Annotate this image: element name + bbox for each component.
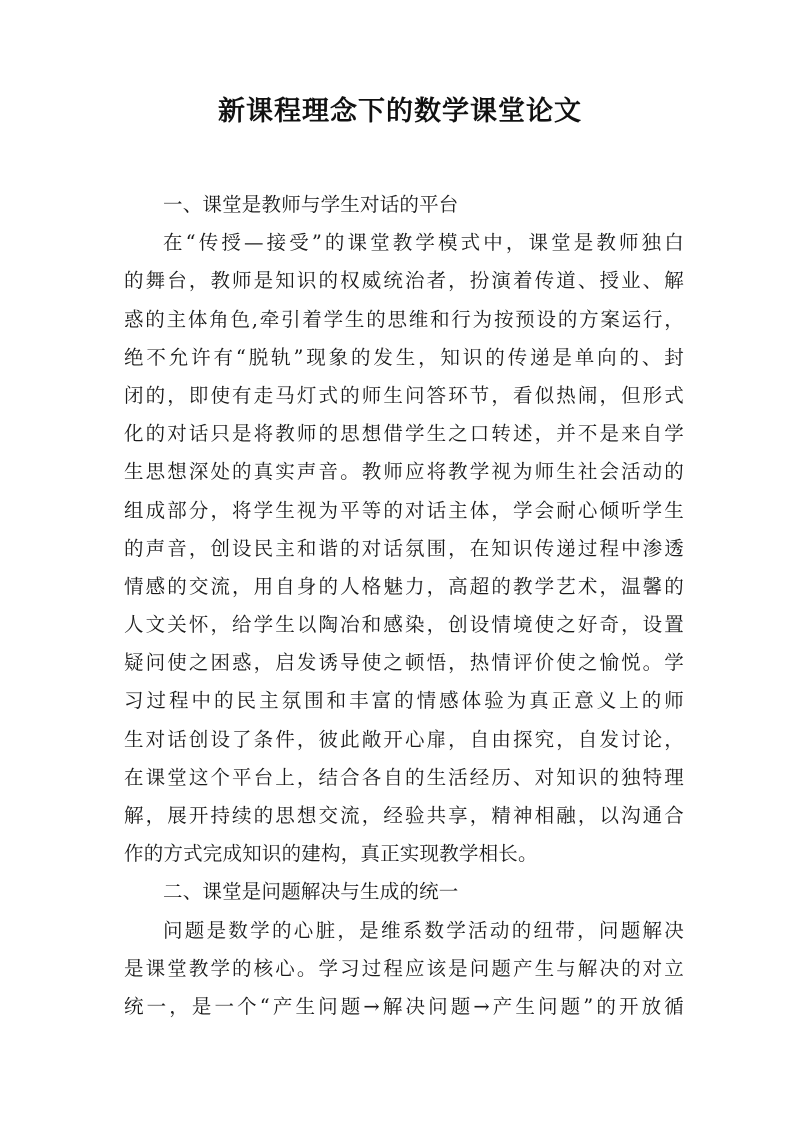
paragraph-line: 化的对话只是将教师的思想借学生之口转述，并不是来自学: [124, 422, 684, 446]
paragraph-line: 生对话创设了条件，彼此敞开心扉，自由探究，自发讨论，: [124, 727, 684, 751]
paragraph-line: 情感的交流，用自身的人格魅力，高超的教学艺术，温馨的: [124, 574, 684, 598]
section-heading: 二、课堂是问题解决与生成的统一: [163, 880, 459, 904]
paragraph-line: 人文关怀，给学生以陶冶和感染，创设情境使之好奇，设置: [124, 613, 684, 637]
paragraph-line: 绝不允许有“脱轨”现象的发生，知识的传递是单向的、封: [124, 345, 684, 369]
section-heading: 一、课堂是教师与学生对话的平台: [163, 193, 459, 216]
paragraph-line: 是课堂教学的核心。学习过程应该是问题产生与解决的对立: [124, 956, 684, 980]
paragraph-line: 在“传授—接受”的课堂教学模式中，课堂是教师独白: [163, 231, 684, 255]
paragraph-line: 的舞台，教师是知识的权威统治者，扮演着传道、授业、解: [124, 269, 684, 293]
paragraph-line: 问题是数学的心脏，是维系数学活动的纽带，问题解决: [163, 918, 684, 942]
paragraph-line: 习过程中的民主氛围和丰富的情感体验为真正意义上的师: [124, 689, 684, 713]
paragraph-line: 闭的，即使有走马灯式的师生问答环节，看似热闹，但形式: [124, 383, 684, 407]
paragraph-line: 在课堂这个平台上，结合各自的生活经历、对知识的独特理: [124, 765, 684, 789]
paragraph-line: 惑的主体角色,牵引着学生的思维和行为按预设的方案运行，: [124, 307, 684, 331]
paragraph-line: 统一，是一个“产生问题→解决问题→产生问题”的开放循: [124, 994, 684, 1018]
paragraph-line: 疑问使之困惑，启发诱导使之顿悟，热情评价使之愉悦。学: [124, 651, 684, 675]
paragraph-line: 组成部分，将学生视为平等的对话主体，学会耐心倾听学生: [124, 498, 684, 522]
document-body: [124, 186, 684, 1026]
paragraph-line: 生思想深处的真实声音。教师应将教学视为师生社会活动的: [124, 460, 684, 484]
paragraph-line: 作的方式完成知识的建构，真正实现教学相长。: [124, 842, 538, 866]
document-title: 新课程理念下的数学课堂论文: [218, 96, 582, 127]
paragraph-line: 解，展开持续的思想交流，经验共享，精神相融，以沟通合: [124, 804, 684, 827]
paragraph-line: 的声音，创设民主和谐的对话氛围，在知识传递过程中渗透: [124, 536, 684, 560]
